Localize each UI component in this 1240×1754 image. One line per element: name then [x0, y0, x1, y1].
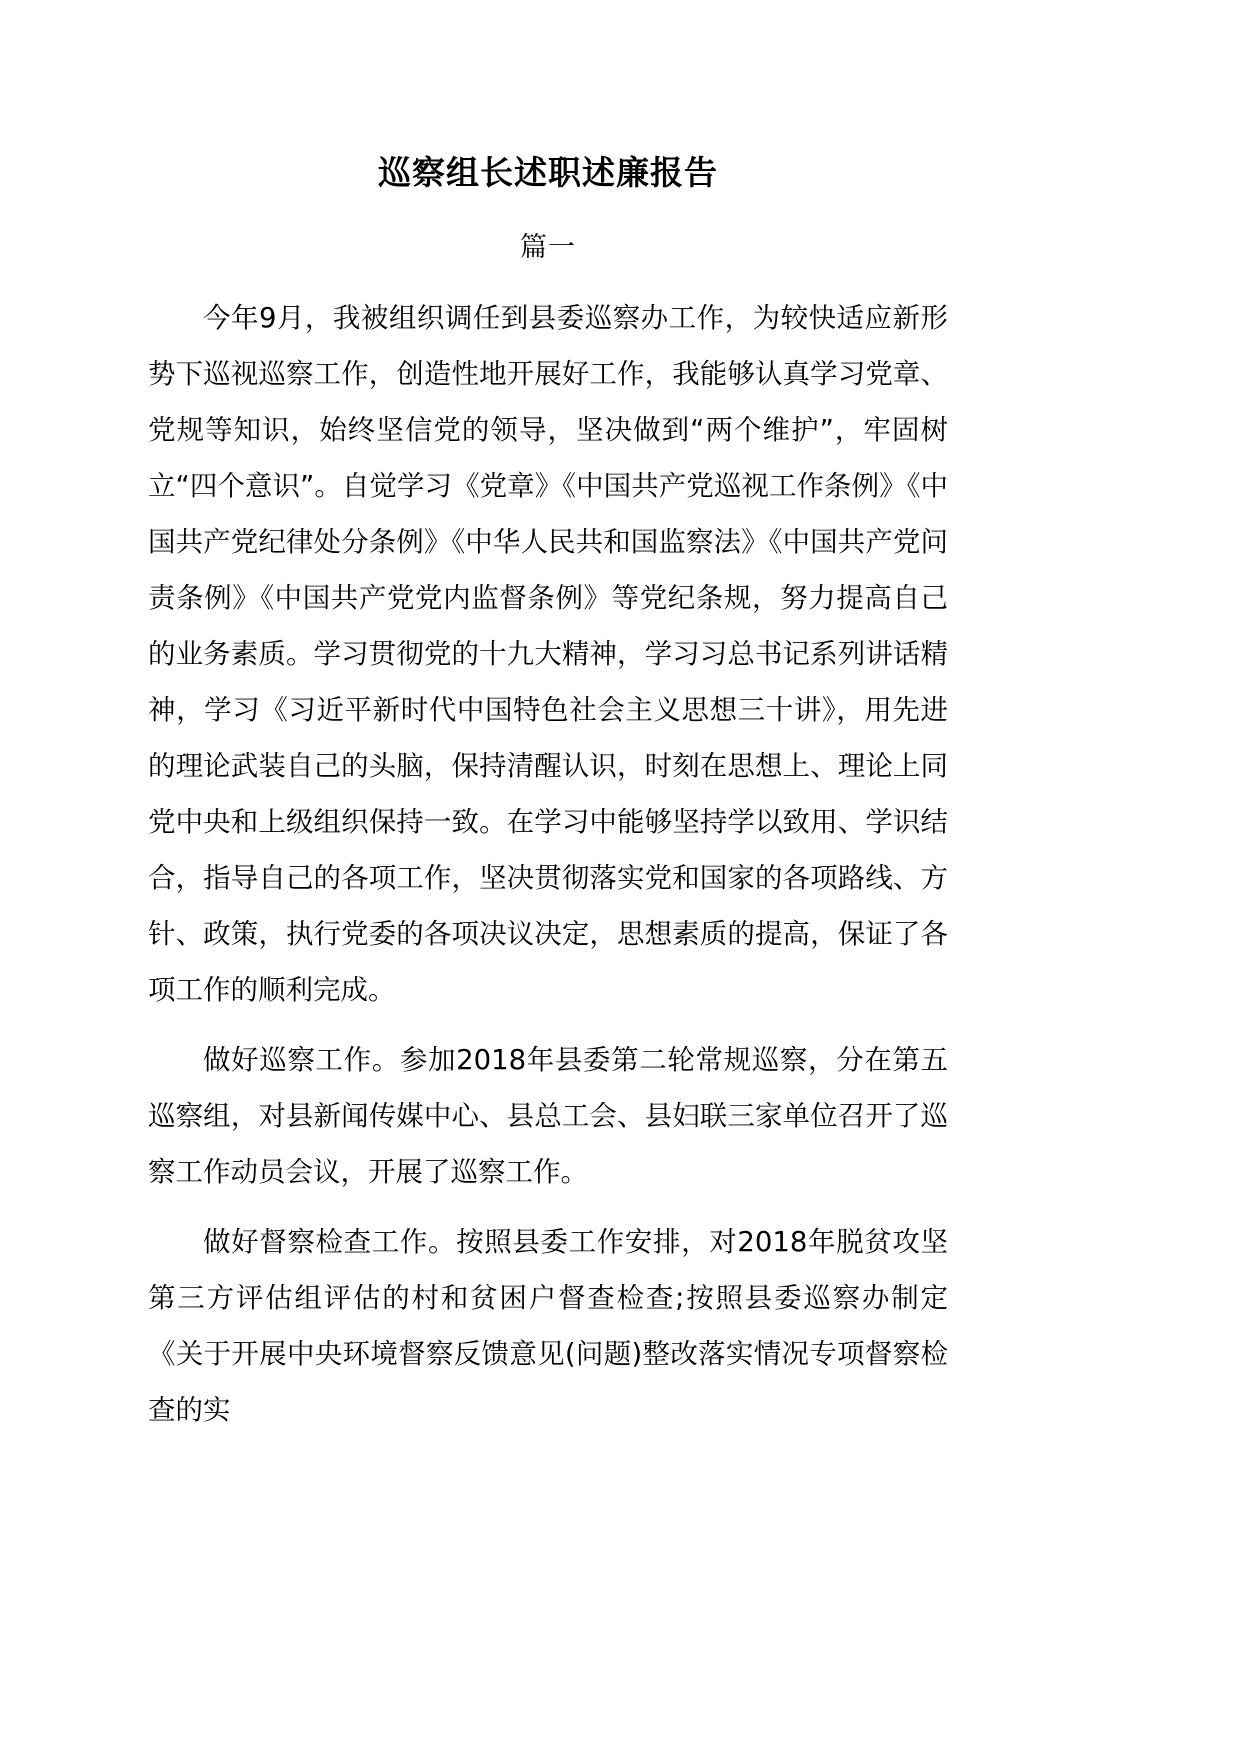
paragraph-3: 做好督察检查工作。按照县委工作安排，对2018年脱贫攻坚第三方评估组评估的村和贫困户督查检查;按照县委巡察办制定《关于开展中央环境督察反馈意见(问题)整改落实情况专项督察检查的实 — [148, 1225, 948, 1426]
paragraph-1: 今年9月，我被组织调任到县委巡察办工作，为较快适应新形势下巡视巡察工作，创造性地开展好工作，我能够认真学习党章、党规等知识，始终坚信党的领导，坚决做到“两个维护”，牢固树立“四个意识”。自觉学习《党章》《中国共产党巡视工作条例》《中国共产党纪律处分条例》《中华人民共和国监察法》《中国共产党问责条例》《中国共产党党内监督条例》等党纪条规，努力提高自己的业务素质。学习贯彻党的十九大精神，学习习总书记系列讲话精神，学习《习近平新时代中国特色社会主义思想三十讲》，用先进的理论武装自己的头脑，保持清醒认识，时刻在思想上、理论上同党中央和上级组织保持一致。在学习中能够坚持学以致用、学识结合，指导自己的各项工作，坚决贯彻落实党和国家的各项路线、方针、政策，执行党委的各项决议决定，思想素质的提高，保证了各项工作的顺利完成。 — [148, 301, 948, 1006]
page-title: 巡察组长述职述廉报告 — [378, 153, 718, 192]
document-body — [148, 0, 948, 1438]
section-subtitle: 篇一 — [520, 231, 576, 263]
paragraph-2: 做好巡察工作。参加2018年县委第二轮常规巡察，分在第五巡察组，对县新闻传媒中心、县总工会、县妇联三家单位召开了巡察工作动员会议，开展了巡察工作。 — [148, 1043, 948, 1188]
